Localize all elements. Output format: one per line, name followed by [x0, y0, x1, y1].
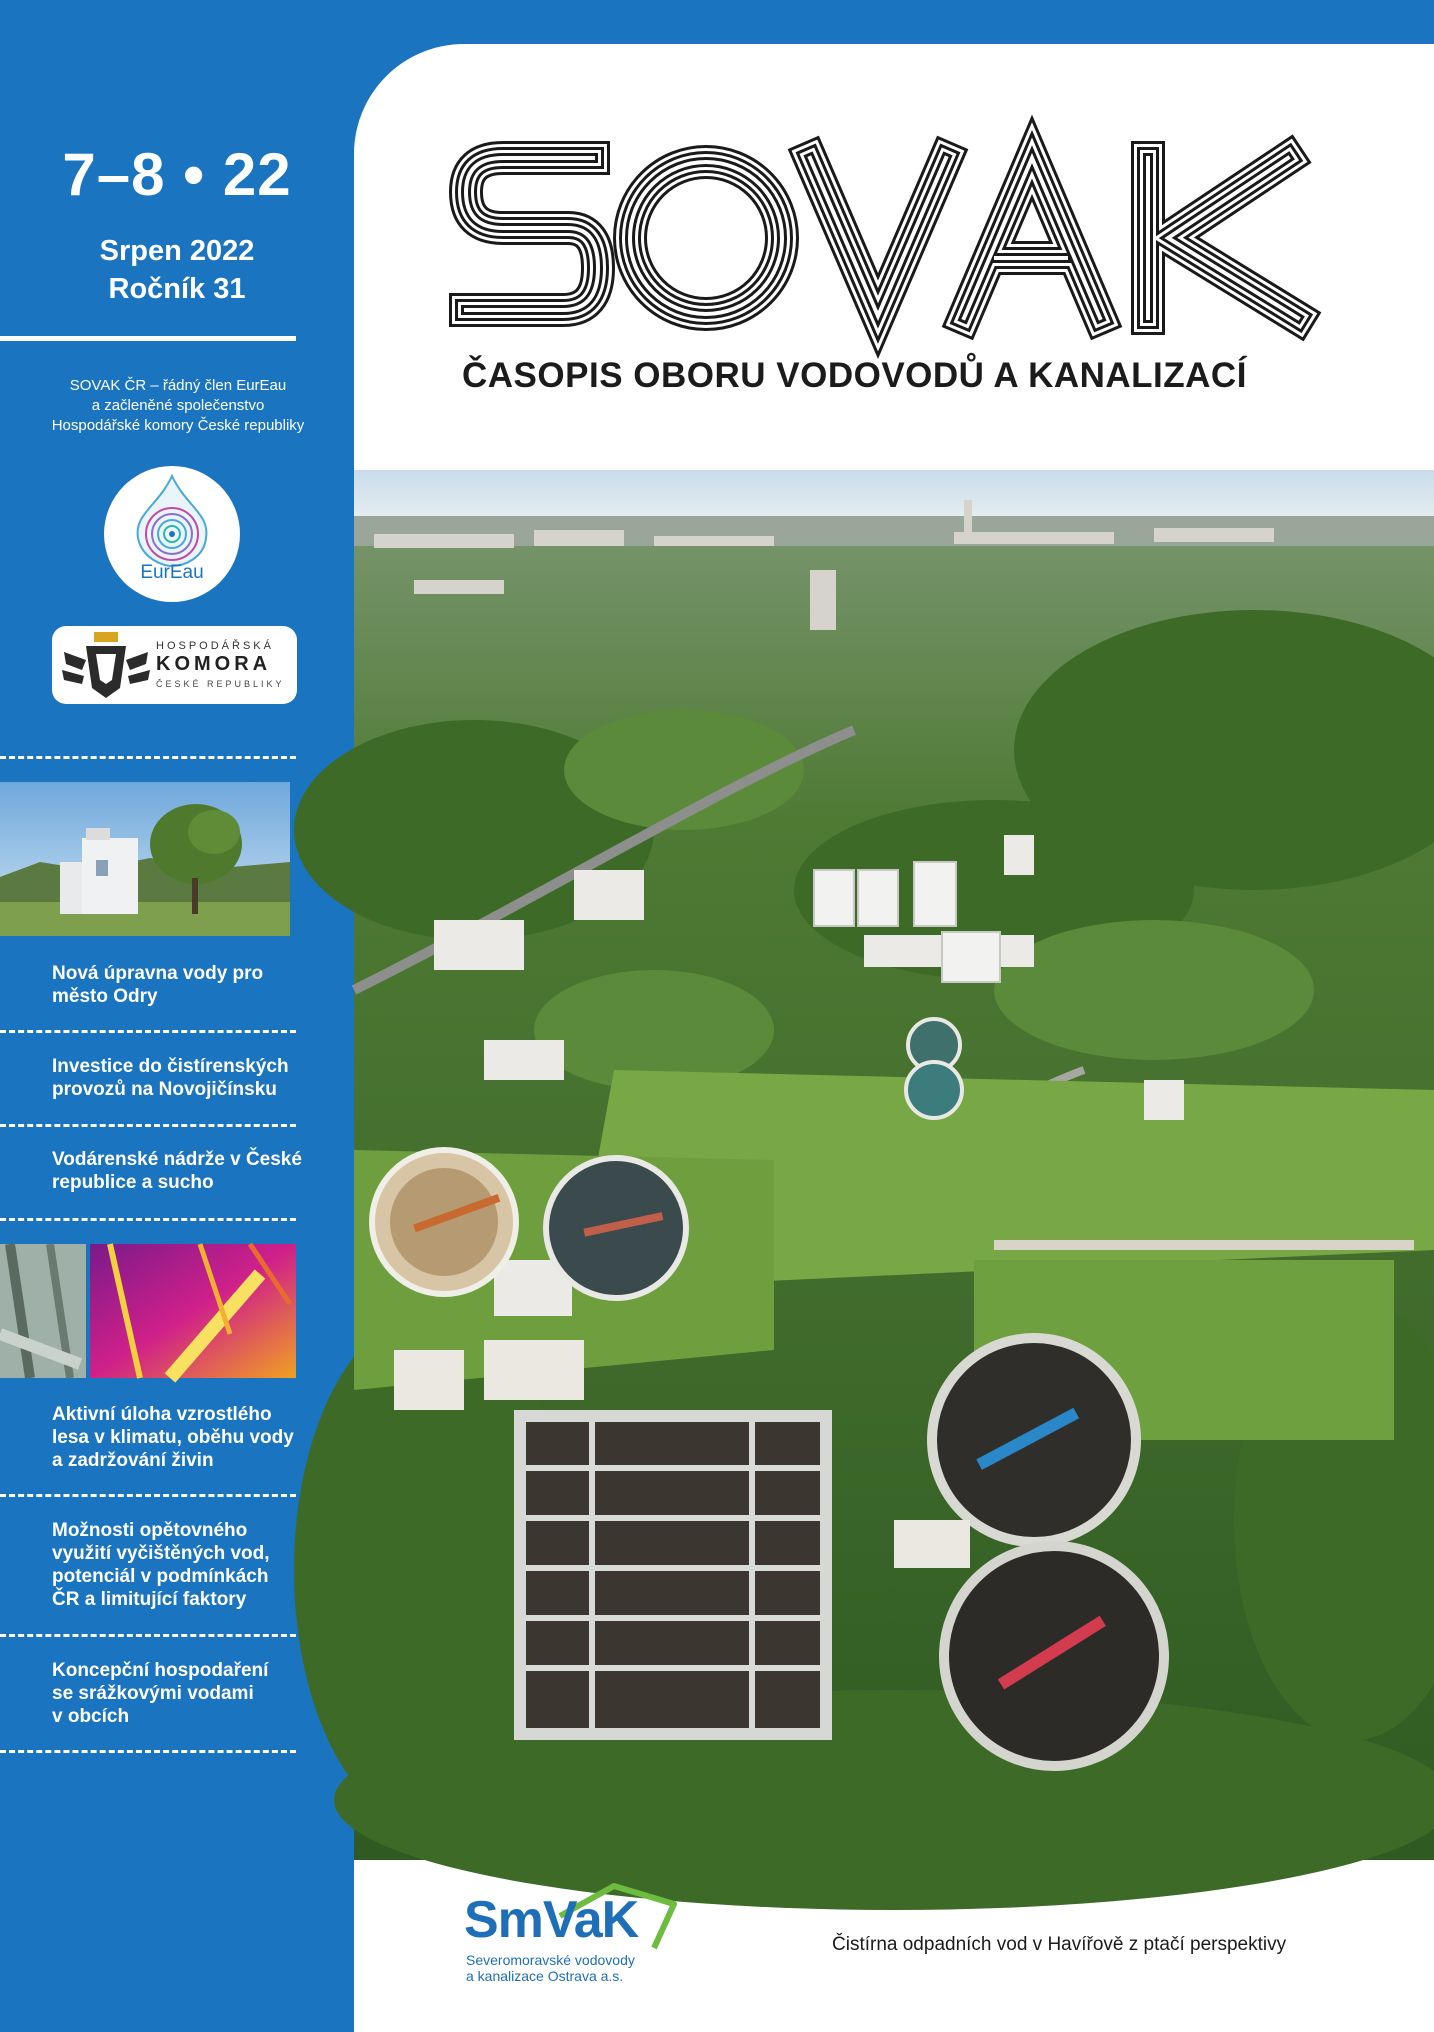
toc-line: Možnosti opětovného: [52, 1520, 248, 1541]
toc-divider: [0, 1030, 296, 1033]
membership-note: [20, 376, 336, 436]
sidebar-divider: [0, 336, 296, 341]
smvak-line: Severomoravské vodovody: [466, 1952, 635, 1968]
issue-volume: Ročník 31: [108, 273, 246, 305]
komora-logo: [52, 626, 297, 704]
issue-month: Srpen 2022: [99, 235, 255, 267]
komora-line: ČESKÉ REPUBLIKY: [156, 679, 285, 689]
toc-line: v obcích: [52, 1706, 130, 1727]
toc-line: provozů na Novojičínsku: [52, 1079, 277, 1100]
toc-item[interactable]: [52, 1519, 312, 1611]
toc-divider: [0, 1750, 296, 1753]
smvak-name: SmVaK: [464, 1891, 639, 1949]
toc-line: lesa v klimatu, oběhu vody: [52, 1427, 294, 1448]
toc-line: Vodárenské nádrže v České: [52, 1149, 302, 1170]
toc-item[interactable]: [52, 1659, 312, 1728]
toc-item[interactable]: [52, 1055, 312, 1101]
toc-line: město Odry: [52, 986, 158, 1007]
thumbnail-forest-thermal: [0, 1244, 296, 1378]
toc-line: Nová úpravna vody pro: [52, 963, 264, 984]
thumbnail-water-plant: [0, 782, 290, 936]
toc-divider: [0, 1218, 296, 1221]
sovak-logo: [448, 140, 1328, 336]
toc-divider: [0, 1494, 296, 1497]
toc-item[interactable]: [52, 1403, 312, 1472]
toc-line: potenciál v podmínkách: [52, 1566, 269, 1587]
membership-line: Hospodářské komory České republiky: [51, 417, 305, 434]
issue-number: 7–8 • 22: [62, 141, 292, 208]
issue-date-block: [0, 232, 354, 308]
toc-line: Koncepční hospodaření: [52, 1660, 269, 1681]
komora-line: HOSPODÁŘSKÁ: [156, 640, 274, 652]
toc-item[interactable]: [52, 962, 312, 1008]
toc-divider: [0, 1124, 296, 1127]
smvak-logo: [464, 1876, 684, 1986]
toc-item[interactable]: [52, 1148, 312, 1194]
cover-photo-treatment-plant: [354, 470, 1434, 1860]
smvak-line: a kanalizace Ostrava a.s.: [466, 1968, 624, 1984]
toc-line: ČR a limitující faktory: [52, 1589, 247, 1610]
membership-line: a začleněné společenstvo: [91, 397, 265, 414]
komora-line: KOMORA: [156, 653, 272, 675]
toc-line: se srážkovými vodami: [52, 1683, 254, 1704]
smvak-full-name: [466, 1952, 635, 1984]
toc-divider: [0, 1634, 296, 1637]
eureau-logo: [104, 466, 240, 602]
toc-line: a zadržování živin: [52, 1450, 214, 1471]
magazine-subtitle: ČASOPIS OBORU VODOVODŮ A KANALIZACÍ: [462, 356, 1247, 395]
sidebar: [0, 0, 354, 2032]
membership-line: SOVAK ČR – řádný člen EurEau: [69, 377, 287, 394]
photo-caption: Čistírna odpadních vod v Havířově z ptačí perspektivy: [832, 1934, 1287, 1955]
toc-divider: [0, 756, 296, 759]
toc-line: Aktivní úloha vzrostlého: [52, 1404, 272, 1425]
toc-line: republice a sucho: [52, 1172, 214, 1193]
toc-line: Investice do čistírenských: [52, 1056, 289, 1077]
eureau-label: EurEau: [140, 562, 204, 583]
toc-line: využití vyčištěných vod,: [52, 1543, 270, 1564]
komora-lion-icon: [56, 626, 156, 704]
